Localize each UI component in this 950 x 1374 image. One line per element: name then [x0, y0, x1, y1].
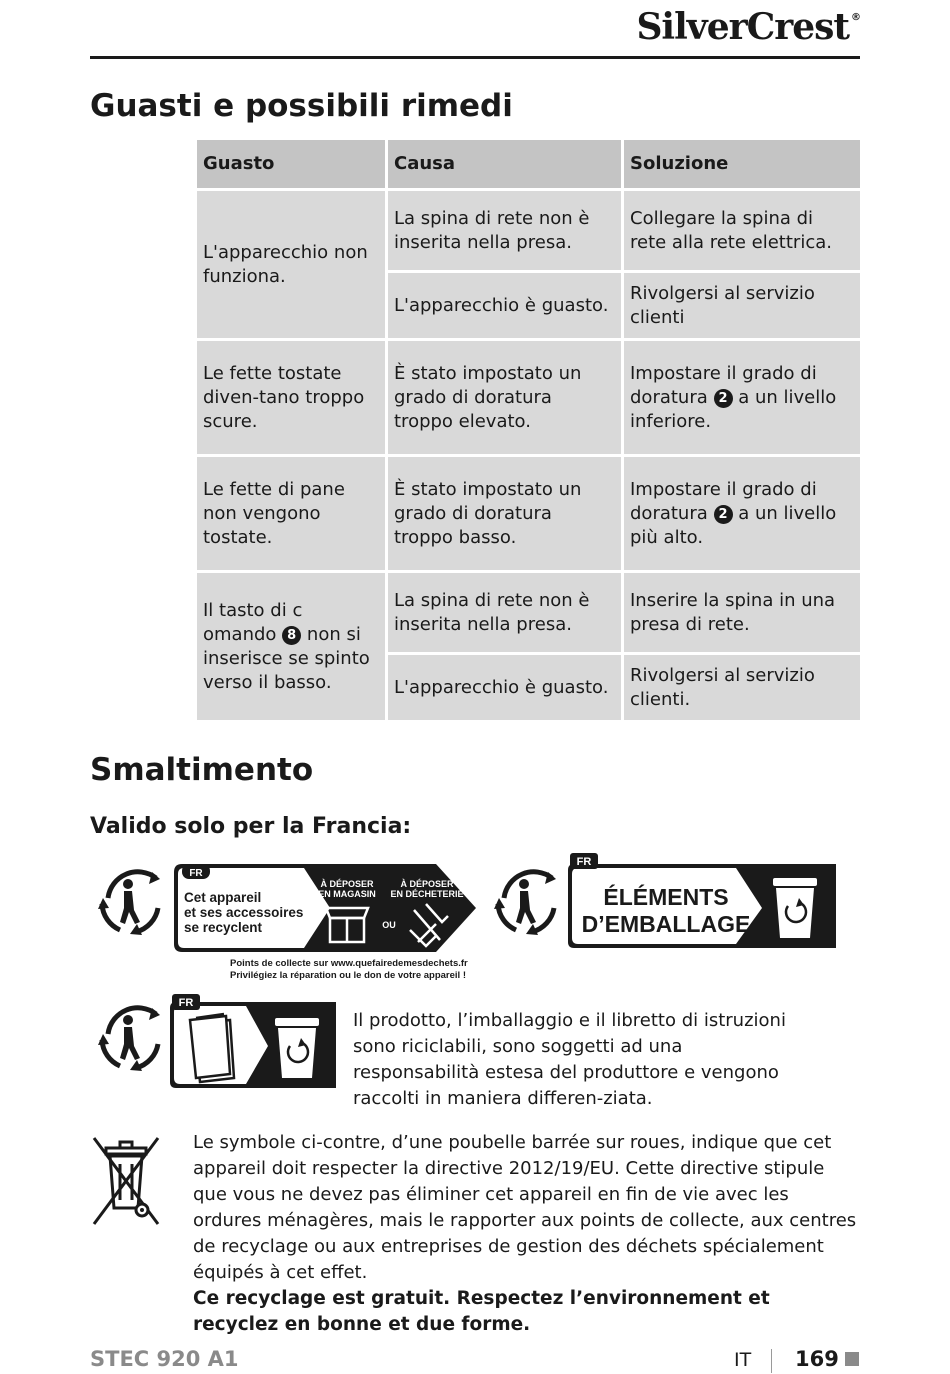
solution-cell: Impostare il grado di doratura 2 a un livello più alto. — [623, 456, 862, 572]
fault-cell: Le fette tostate diven-tano troppo scure. — [196, 340, 387, 456]
table-row — [196, 572, 862, 654]
control-number-badge: 2 — [714, 505, 733, 524]
table-row — [196, 456, 862, 572]
column-header: Causa — [387, 139, 623, 190]
logo-text: Privilégiez la réparation ou le don de votre appareil ! — [230, 970, 466, 981]
logo-text: À DÉPOSER — [320, 879, 374, 889]
section-subtitle-france: Valido solo per la Francia: — [90, 814, 412, 839]
brand-logo: SilverCrest ® — [636, 6, 860, 48]
column-header: Guasto — [196, 139, 387, 190]
footer-language: IT — [734, 1349, 752, 1371]
solution-cell: Inserire la spina in una presa di rete. — [623, 572, 862, 654]
solution-cell: Impostare il grado di doratura 2 a un livello inferiore. — [623, 340, 862, 456]
solution-cell: Rivolgersi al servizio clienti. — [623, 654, 862, 722]
person-icon — [120, 1015, 140, 1060]
weee-text: Le symbole ci-contre, d’une poubelle barrée sur roues, indique que cet appareil doit respecter la directive 2012/19/EU. Cette directive stipule que vous ne devez pas éliminer cet appareil en fin de vie avec les ordures ménagères, mais le rapporter aux points de collecte, aux centres de recyclage ou aux entreprises de gestion des déchets spécialement équipés à cet effet. — [193, 1132, 857, 1283]
section-title-troubleshooting: Guasti e possibili rimedi — [90, 88, 513, 124]
solution-cell: Collegare la spina di rete alla rete elettrica. — [623, 190, 862, 272]
fault-cell: Le fette di pane non vengono tostate. — [196, 456, 387, 572]
footer-separator — [771, 1349, 772, 1373]
header-rule — [90, 56, 860, 59]
table-row — [196, 340, 862, 456]
cause-cell: È stato impostato un grado di doratura troppo elevato. — [387, 340, 623, 456]
table-header-row — [196, 139, 862, 190]
fr-badge: FR — [576, 856, 592, 868]
weee-bold-text: Ce recyclage est gratuit. Respectez l’environnement et recyclez en bonne et due forme. — [193, 1288, 770, 1335]
paper-icon — [190, 1014, 234, 1082]
table-row — [196, 190, 862, 272]
logo-text: EN MAGASIN — [318, 889, 376, 899]
logo-text: À DÉPOSER — [400, 879, 454, 889]
cause-cell: La spina di rete non è inserita nella presa. — [387, 572, 623, 654]
weee-paragraph-fr — [193, 1130, 858, 1338]
logo-text: ÉLÉMENTS — [603, 884, 729, 910]
logo-text: se recyclent — [184, 920, 263, 935]
recycling-paragraph-it: Il prodotto, l’imballaggio e il libretto di istruzioni sono riciclabili, sono soggetti ad una responsabilità estesa del produttore e vengono raccolti in maniera differen-ziata. — [353, 1010, 786, 1109]
logo-text: Cet appareil — [184, 890, 262, 905]
triman-packaging-logo — [492, 852, 840, 952]
cause-cell: L'apparecchio è guasto. — [387, 272, 623, 340]
footer-square-icon — [845, 1352, 859, 1366]
fr-badge: FR — [178, 997, 194, 1009]
triman-appliance-logo — [96, 860, 481, 982]
control-number-badge: 8 — [282, 626, 301, 645]
solution-cell: Rivolgersi al servizio clienti — [623, 272, 862, 340]
person-icon — [516, 879, 536, 924]
triman-manual-logo — [96, 994, 341, 1094]
section-title-disposal: Smaltimento — [90, 752, 314, 788]
troubleshooting-table — [194, 137, 863, 723]
logo-text: EN DÉCHETERIE — [390, 889, 464, 899]
footer-model: STEC 920 A1 — [90, 1347, 239, 1371]
logo-text: D’EMBALLAGE — [581, 911, 751, 937]
logo-text: OU — [382, 920, 396, 930]
logo-text: et ses accessoires — [184, 905, 304, 920]
logo-text: Points de collecte sur www.quefairedemesdechets.fr — [230, 958, 468, 969]
fr-badge: FR — [189, 868, 203, 879]
person-icon — [120, 879, 140, 924]
page-number: 169 — [795, 1347, 839, 1371]
control-number-badge: 2 — [714, 389, 733, 408]
fault-cell: Il tasto di c omando 8 non si inserisce se spinto verso il basso. — [196, 572, 387, 722]
cause-cell: L'apparecchio è guasto. — [387, 654, 623, 722]
fault-cell: L'apparecchio non funziona. — [196, 190, 387, 340]
cause-cell: La spina di rete non è inserita nella presa. — [387, 190, 623, 272]
column-header: Soluzione — [623, 139, 862, 190]
cause-cell: È stato impostato un grado di doratura troppo basso. — [387, 456, 623, 572]
crossed-bin-icon — [90, 1134, 162, 1228]
